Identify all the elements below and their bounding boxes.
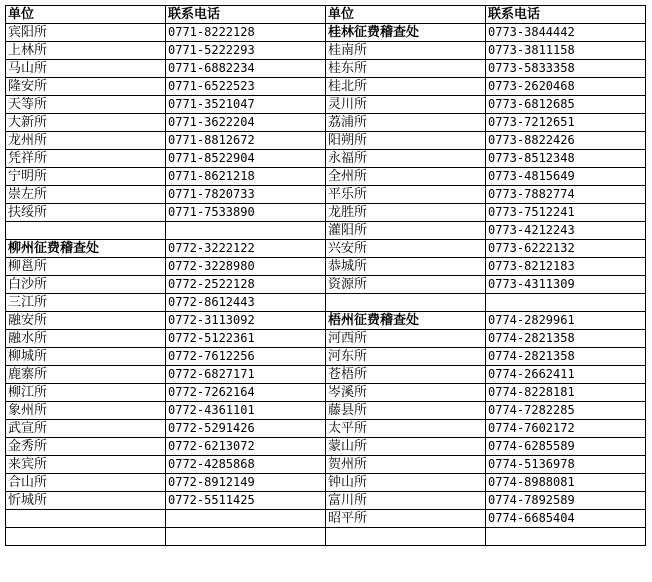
table-row <box>6 348 646 366</box>
table-row <box>6 42 646 60</box>
right-unit-cell: 河东所 <box>326 348 486 366</box>
left-unit-cell: 金秀所 <box>6 438 166 456</box>
left-unit-cell: 白沙所 <box>6 276 166 294</box>
right-unit-cell <box>326 528 486 546</box>
right-unit-cell: 平乐所 <box>326 186 486 204</box>
left-phone-cell: 0771-6882234 <box>166 60 326 78</box>
left-unit-cell <box>6 510 166 528</box>
left-phone-cell: 0772-2522128 <box>166 276 326 294</box>
left-phone-cell: 0772-6213072 <box>166 438 326 456</box>
table-row <box>6 528 646 546</box>
left-phone-cell: 0771-8222128 <box>166 24 326 42</box>
table-row <box>6 294 646 312</box>
right-unit-cell: 梧州征费稽查处 <box>326 312 486 330</box>
table-row <box>6 402 646 420</box>
table-row <box>6 510 646 528</box>
left-phone-cell: 0771-8812672 <box>166 132 326 150</box>
right-phone-cell: 0773-8212183 <box>486 258 646 276</box>
right-unit-cell: 荔浦所 <box>326 114 486 132</box>
right-phone-cell: 0773-8822426 <box>486 132 646 150</box>
table-row <box>6 240 646 258</box>
right-unit-cell: 灌阳所 <box>326 222 486 240</box>
right-unit-cell: 钟山所 <box>326 474 486 492</box>
table-row <box>6 186 646 204</box>
header-phone-right: 联系电话 <box>486 6 646 24</box>
table-row <box>6 312 646 330</box>
right-unit-cell: 永福所 <box>326 150 486 168</box>
left-unit-cell: 上林所 <box>6 42 166 60</box>
right-phone-cell: 0773-3811158 <box>486 42 646 60</box>
right-phone-cell: 0773-6812685 <box>486 96 646 114</box>
table-row <box>6 276 646 294</box>
left-phone-cell: 0771-7820733 <box>166 186 326 204</box>
right-unit-cell: 资源所 <box>326 276 486 294</box>
table-row <box>6 150 646 168</box>
right-phone-cell: 0773-2620468 <box>486 78 646 96</box>
left-phone-cell: 0772-4361101 <box>166 402 326 420</box>
right-phone-cell: 0773-7512241 <box>486 204 646 222</box>
left-unit-cell: 天等所 <box>6 96 166 114</box>
left-phone-cell: 0772-5511425 <box>166 492 326 510</box>
right-phone-cell: 0774-2829961 <box>486 312 646 330</box>
right-unit-cell: 阳朔所 <box>326 132 486 150</box>
table-row <box>6 258 646 276</box>
table-row <box>6 330 646 348</box>
table-row <box>6 492 646 510</box>
right-phone-cell: 0773-3844442 <box>486 24 646 42</box>
left-unit-cell: 凭祥所 <box>6 150 166 168</box>
right-phone-cell: 0773-8512348 <box>486 150 646 168</box>
right-unit-cell: 河西所 <box>326 330 486 348</box>
table-row <box>6 420 646 438</box>
right-phone-cell: 0774-7602172 <box>486 420 646 438</box>
table-row <box>6 366 646 384</box>
right-unit-cell: 全州所 <box>326 168 486 186</box>
right-unit-cell: 苍梧所 <box>326 366 486 384</box>
left-unit-cell: 鹿寨所 <box>6 366 166 384</box>
left-phone-cell: 0771-5222293 <box>166 42 326 60</box>
left-phone-cell: 0772-5291426 <box>166 420 326 438</box>
right-unit-cell: 太平所 <box>326 420 486 438</box>
left-phone-cell: 0772-7612256 <box>166 348 326 366</box>
table-row <box>6 474 646 492</box>
left-unit-cell: 宾阳所 <box>6 24 166 42</box>
right-phone-cell <box>486 528 646 546</box>
left-unit-cell: 崇左所 <box>6 186 166 204</box>
right-phone-cell: 0774-7282285 <box>486 402 646 420</box>
left-phone-cell <box>166 222 326 240</box>
table-row <box>6 60 646 78</box>
right-phone-cell: 0773-7212651 <box>486 114 646 132</box>
table-row <box>6 438 646 456</box>
left-phone-cell: 0772-4285868 <box>166 456 326 474</box>
header-phone-left: 联系电话 <box>166 6 326 24</box>
header-unit-left: 单位 <box>6 6 166 24</box>
left-phone-cell: 0771-8522904 <box>166 150 326 168</box>
right-phone-cell: 0773-7882774 <box>486 186 646 204</box>
left-unit-cell: 宁明所 <box>6 168 166 186</box>
table-row <box>6 204 646 222</box>
right-unit-cell: 恭城所 <box>326 258 486 276</box>
right-unit-cell: 桂东所 <box>326 60 486 78</box>
table-row <box>6 24 646 42</box>
left-phone-cell: 0771-6522523 <box>166 78 326 96</box>
right-phone-cell: 0773-4815649 <box>486 168 646 186</box>
right-phone-cell <box>486 294 646 312</box>
left-unit-cell <box>6 528 166 546</box>
right-phone-cell: 0774-6685404 <box>486 510 646 528</box>
left-unit-cell: 柳江所 <box>6 384 166 402</box>
left-unit-cell: 隆安所 <box>6 78 166 96</box>
left-phone-cell: 0772-3113092 <box>166 312 326 330</box>
right-phone-cell: 0773-5833358 <box>486 60 646 78</box>
left-unit-cell: 三江所 <box>6 294 166 312</box>
left-unit-cell: 柳州征费稽查处 <box>6 240 166 258</box>
left-unit-cell: 来宾所 <box>6 456 166 474</box>
right-phone-cell: 0774-8988081 <box>486 474 646 492</box>
left-unit-cell: 柳城所 <box>6 348 166 366</box>
left-phone-cell: 0772-3222122 <box>166 240 326 258</box>
left-unit-cell: 大新所 <box>6 114 166 132</box>
left-phone-cell: 0771-8621218 <box>166 168 326 186</box>
header-unit-right: 单位 <box>326 6 486 24</box>
left-phone-cell <box>166 510 326 528</box>
left-unit-cell: 融水所 <box>6 330 166 348</box>
right-unit-cell: 灵川所 <box>326 96 486 114</box>
left-phone-cell: 0771-3622204 <box>166 114 326 132</box>
right-phone-cell: 0773-4311309 <box>486 276 646 294</box>
table-row <box>6 96 646 114</box>
left-unit-cell <box>6 222 166 240</box>
right-unit-cell: 藤县所 <box>326 402 486 420</box>
contact-table <box>5 5 646 546</box>
right-phone-cell: 0773-4212243 <box>486 222 646 240</box>
right-phone-cell: 0774-6285589 <box>486 438 646 456</box>
right-phone-cell: 0774-2821358 <box>486 330 646 348</box>
right-phone-cell: 0774-2821358 <box>486 348 646 366</box>
right-unit-cell: 岑溪所 <box>326 384 486 402</box>
right-unit-cell: 桂南所 <box>326 42 486 60</box>
left-unit-cell: 象州所 <box>6 402 166 420</box>
table-row <box>6 384 646 402</box>
right-unit-cell <box>326 294 486 312</box>
right-phone-cell: 0774-8228181 <box>486 384 646 402</box>
table-row <box>6 456 646 474</box>
left-unit-cell: 忻城所 <box>6 492 166 510</box>
left-phone-cell: 0772-6827171 <box>166 366 326 384</box>
left-unit-cell: 马山所 <box>6 60 166 78</box>
left-phone-cell: 0772-7262164 <box>166 384 326 402</box>
right-unit-cell: 贺州所 <box>326 456 486 474</box>
right-unit-cell: 蒙山所 <box>326 438 486 456</box>
right-phone-cell: 0774-7892589 <box>486 492 646 510</box>
left-unit-cell: 扶绥所 <box>6 204 166 222</box>
left-unit-cell: 武宣所 <box>6 420 166 438</box>
contact-table-body <box>6 6 646 546</box>
table-row <box>6 78 646 96</box>
left-unit-cell: 龙州所 <box>6 132 166 150</box>
left-phone-cell <box>166 528 326 546</box>
left-unit-cell: 柳邕所 <box>6 258 166 276</box>
table-row <box>6 114 646 132</box>
table-row <box>6 132 646 150</box>
left-unit-cell: 合山所 <box>6 474 166 492</box>
left-phone-cell: 0771-7533890 <box>166 204 326 222</box>
table-row <box>6 168 646 186</box>
left-phone-cell: 0772-3228980 <box>166 258 326 276</box>
right-phone-cell: 0774-2662411 <box>486 366 646 384</box>
table-row <box>6 222 646 240</box>
right-unit-cell: 桂林征费稽查处 <box>326 24 486 42</box>
left-phone-cell: 0772-8912149 <box>166 474 326 492</box>
left-phone-cell: 0772-8612443 <box>166 294 326 312</box>
right-unit-cell: 龙胜所 <box>326 204 486 222</box>
left-unit-cell: 融安所 <box>6 312 166 330</box>
right-unit-cell: 兴安所 <box>326 240 486 258</box>
right-phone-cell: 0774-5136978 <box>486 456 646 474</box>
right-phone-cell: 0773-6222132 <box>486 240 646 258</box>
left-phone-cell: 0771-3521047 <box>166 96 326 114</box>
right-unit-cell: 桂北所 <box>326 78 486 96</box>
left-phone-cell: 0772-5122361 <box>166 330 326 348</box>
right-unit-cell: 昭平所 <box>326 510 486 528</box>
right-unit-cell: 富川所 <box>326 492 486 510</box>
header-row <box>6 6 646 24</box>
